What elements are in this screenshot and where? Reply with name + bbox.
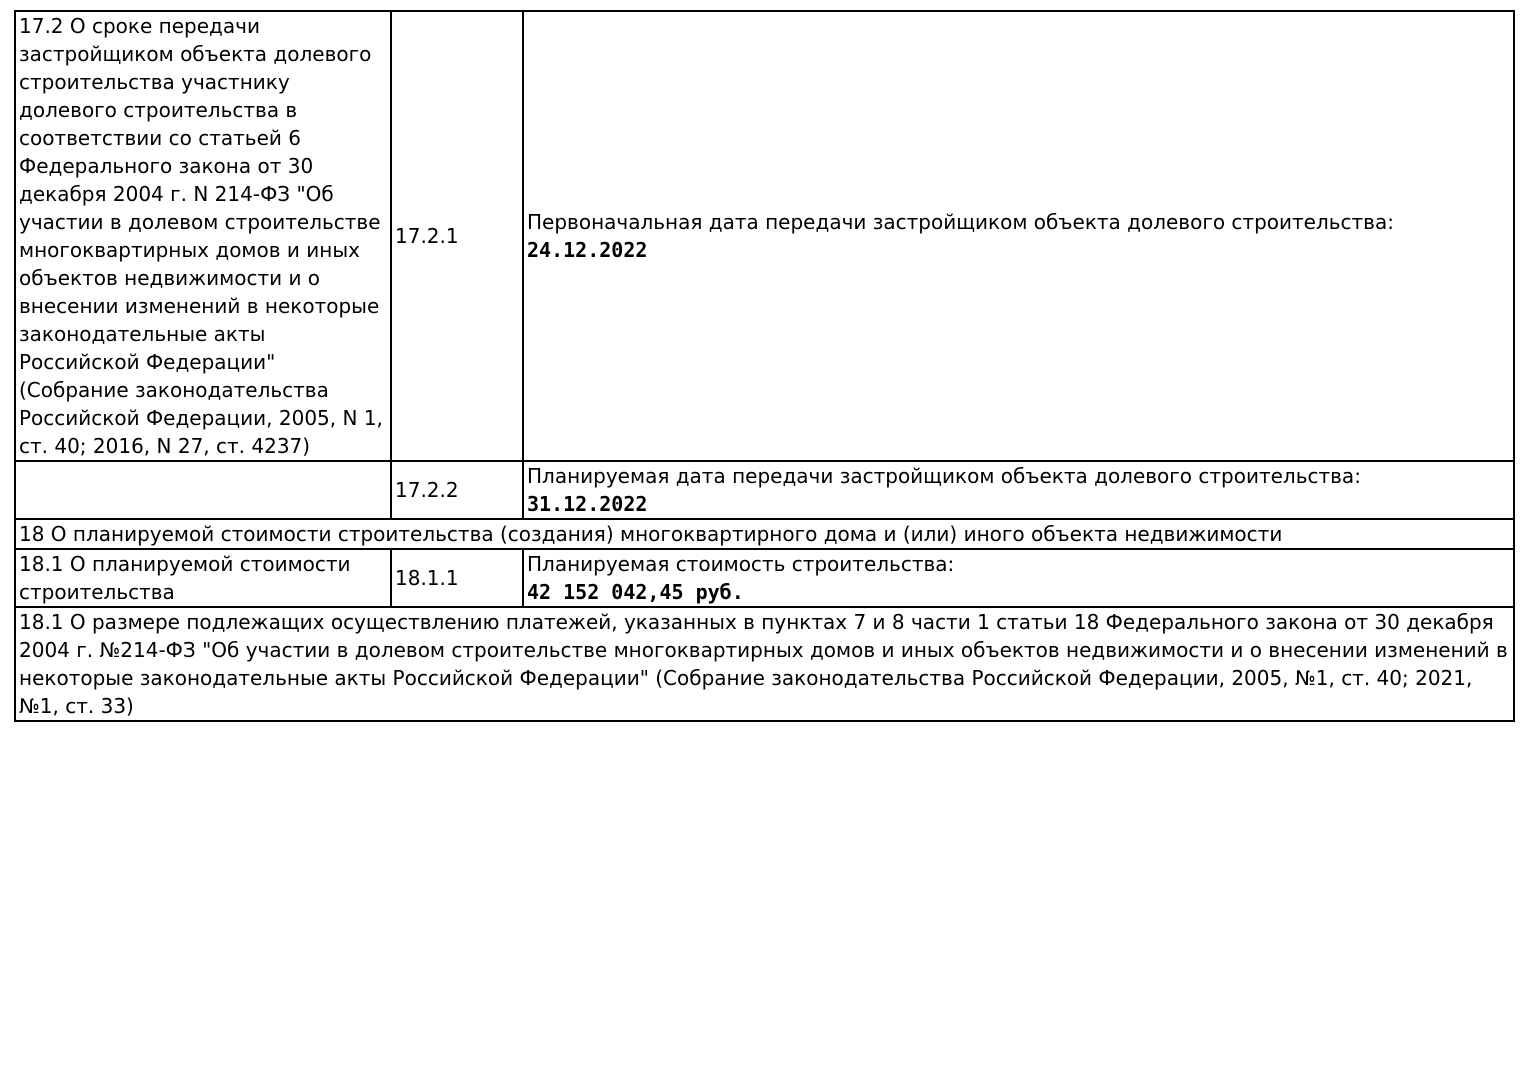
planned-transfer-date-value: 31.12.2022 <box>527 492 648 516</box>
table-row <box>15 11 1514 461</box>
code-cell-17-2-2: 17.2.2 <box>391 461 523 519</box>
table-row <box>15 519 1514 549</box>
table-row <box>15 461 1514 519</box>
table-row <box>15 607 1514 721</box>
table-row <box>15 549 1514 607</box>
section-18-1-cell: 18.1 О планируемой стоимости строительства <box>15 549 391 607</box>
initial-transfer-date-value: 24.12.2022 <box>527 238 648 262</box>
value-label: Планируемая дата передачи застройщиком объекта долевого строительства: <box>527 464 1361 488</box>
value-label: Первоначальная дата передачи застройщиком объекта долевого строительства: <box>527 210 1394 234</box>
section-18-header-cell: 18 О планируемой стоимости строительства (создания) многоквартирного дома и (или) иного объекта недвижимости <box>15 519 1514 549</box>
value-cell-17-2-1 <box>523 11 1514 461</box>
value-cell-17-2-2 <box>523 461 1514 519</box>
value-label: Планируемая стоимость строительства: <box>527 552 955 576</box>
value-cell-18-1-1 <box>523 549 1514 607</box>
planned-cost-value: 42 152 042,45 руб. <box>527 580 744 604</box>
section-17-2-cell: 17.2 О сроке передачи застройщиком объекта долевого строительства участнику долевого строительства в соответствии со статьей 6 Федерального закона от 30 декабря 2004 г. N 214-ФЗ "Об участии в долевом строительстве многоквартирных домов и иных объектов недвижимости и о внесении изменений в некоторые законодательные акты Российской Федерации" (Собрание законодательства Российской Федерации, 2005, N 1, ст. 40; 2016, N 27, ст. 4237) <box>15 11 391 461</box>
empty-section-cell <box>15 461 391 519</box>
section-18-1-note-cell: 18.1 О размере подлежащих осуществлению платежей, указанных в пунктах 7 и 8 части 1 статьи 18 Федерального закона от 30 декабря 2004 г. №214-ФЗ "Об участии в долевом строительстве многоквартирных домов и иных объектов недвижимости и о внесении изменений в некоторые законодательные акты Российской Федерации" (Собрание законодательства Российской Федерации, 2005, №1, ст. 40; 2021, №1, ст. 33) <box>15 607 1514 721</box>
declaration-table <box>14 10 1515 722</box>
code-cell-18-1-1: 18.1.1 <box>391 549 523 607</box>
code-cell-17-2-1: 17.2.1 <box>391 11 523 461</box>
